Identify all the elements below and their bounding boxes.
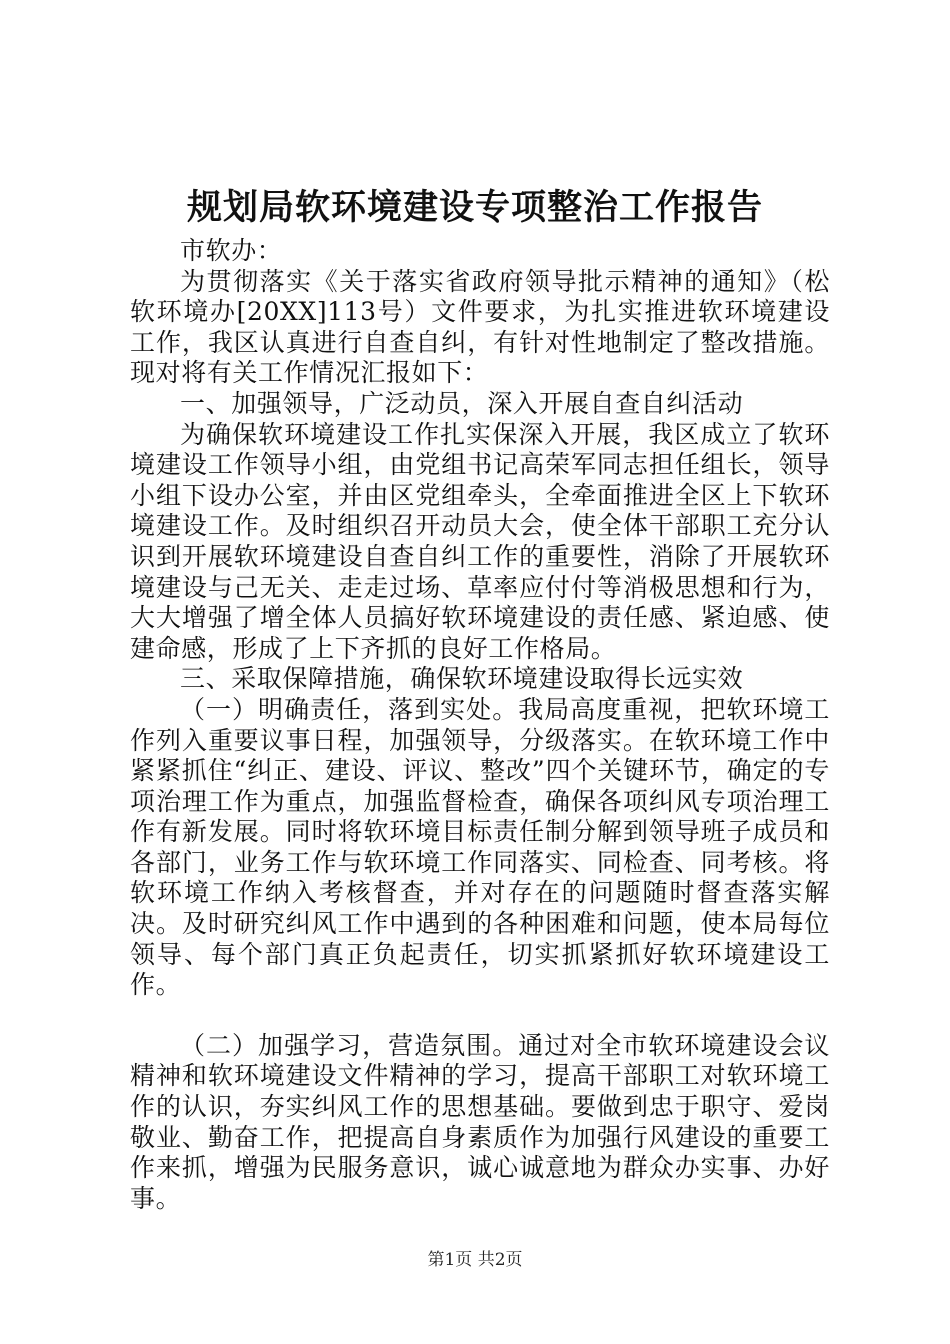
body-paragraph: （一）明确责任，落到实处。我局高度重视，把软环境工作列入重要议事日程，加强领导，分级落实。在软环境工作中紧紧抓住“纠正、建设、评议、整改”四个关键环节，确定的专项治理工作为重点，加强监督检查，确保各项纠风专项治理工作有新发展。同时将软环境目标责任制分解到领导班子成员和各部门，业务工作与软环境工作同落实、同检查、同考核。将软环境工作纳入考核督查，并对存在的问题随时督查落实解决。及时研究纠风工作中遇到的各种困难和问题，使本局每位领导、每个部门真正负起责任，切实抓紧抓好软环境建设工作。 (130, 694, 830, 1000)
body-paragraph: 为确保软环境建设工作扎实保深入开展，我区成立了软环境建设工作领导小组，由党组书记高荣军同志担任组长，领导小组下设办公室，并由区党组牵头，全牵面推进全区上下软环境建设工作。及时组织召开动员大会，使全体干部职工充分认识到开展软环境建设自查自纠工作的重要性，消除了开展软环境建设与己无关、走走过场、草率应付付等消极思想和行为，大大增强了增全体人员搞好软环境建设的责任感、紧迫感、使建命感，形成了上下齐抓的良好工作格局。 (130, 419, 830, 663)
intro-paragraph: 为贯彻落实《关于落实省政府领导批示精神的通知》（松软环境办[20XX]113号）文件要求，为扎实推进软环境建设工作，我区认真进行自查自纠，有针对性地制定了整改措施。现对将有关工作情况汇报如下： (130, 266, 830, 388)
section-heading-3: 三、采取保障措施，确保软环境建设取得长远实效 (180, 664, 744, 694)
document-title: 规划局软环境建设专项整治工作报告 (186, 187, 763, 228)
section-heading-1: 一、加强领导，广泛动员，深入开展自查自纠活动 (180, 388, 744, 418)
salutation: 市软办： (180, 236, 283, 265)
document-body (130, 236, 830, 1214)
body-paragraph: （二）加强学习，营造氛围。通过对全市软环境建设会议精神和软环境建设文件精神的学习，提高干部职工对软环境工作的认识，夯实纠风工作的思想基础。要做到忠于职守、爱岗敬业、勤奋工作，把提高自身素质作为加强行风建设的重要工作来抓，增强为民服务意识，诚心诚意地为群众办实事、办好事。 (130, 1030, 830, 1213)
page-footer: 第1页 共2页 (427, 1250, 523, 1270)
